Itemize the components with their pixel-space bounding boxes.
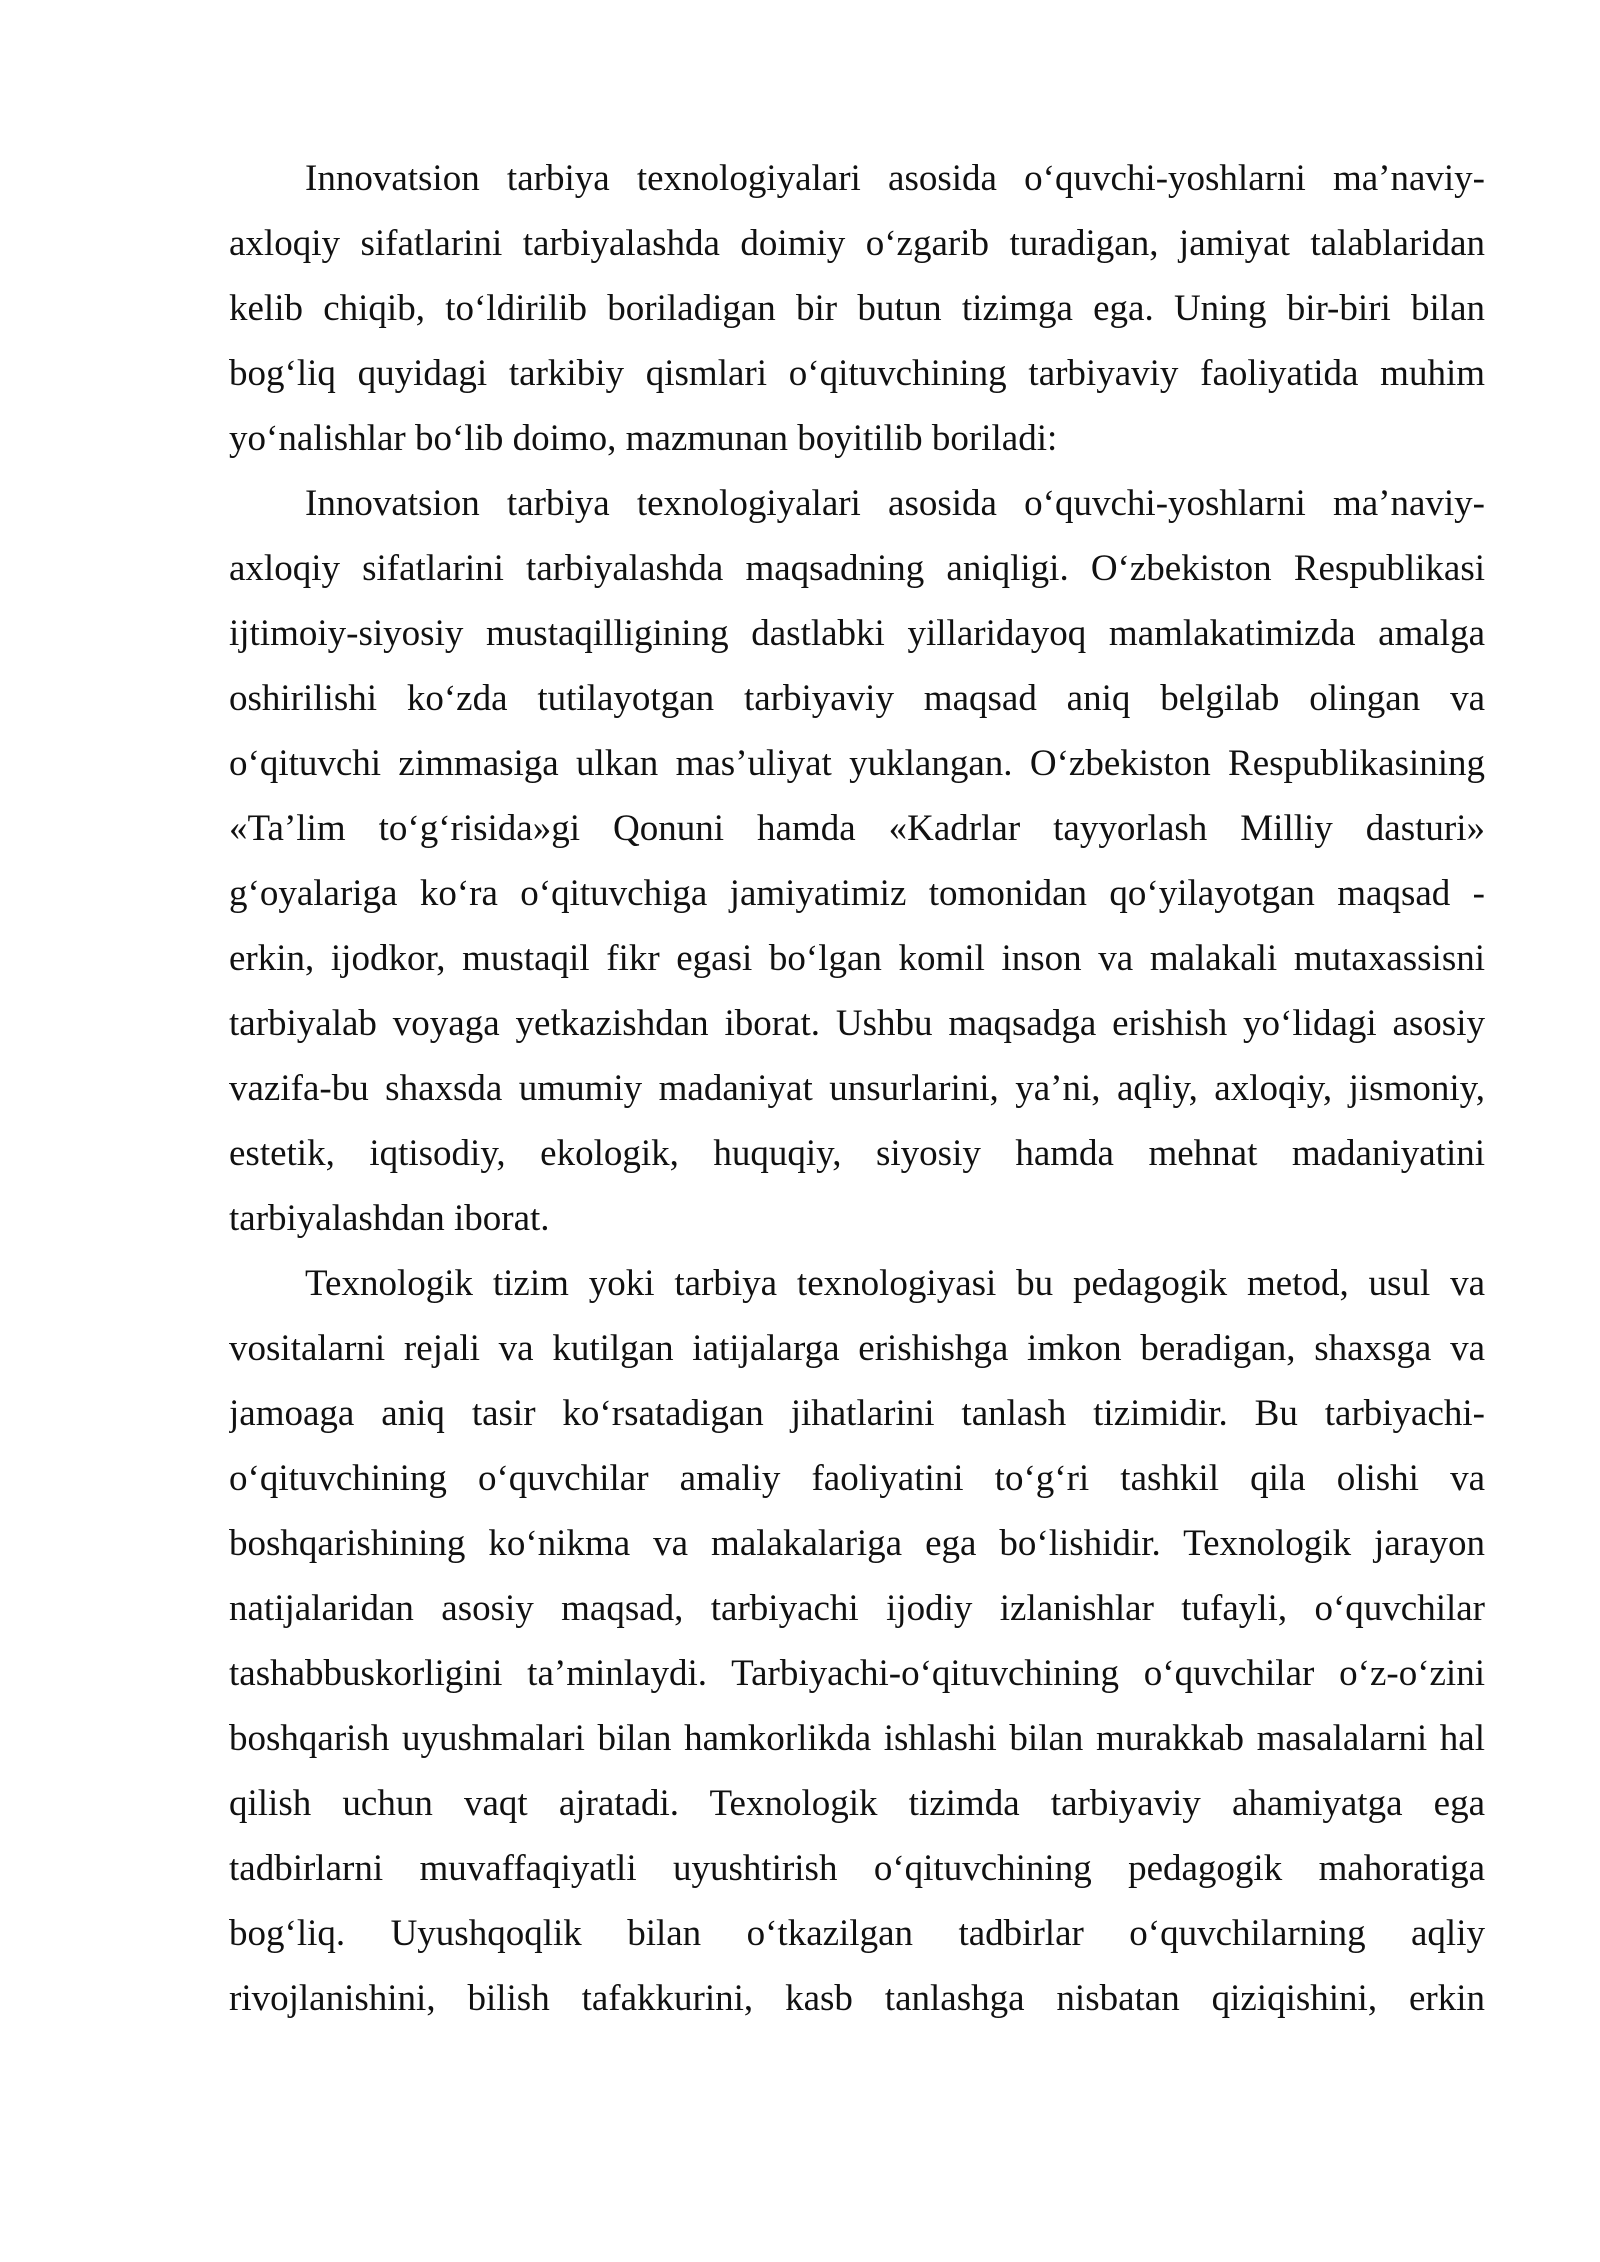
paragraph-1-line-2: axloqiy sifatlarini tarbiyalashda doimiy o‘zgarib turadigan, jamiyat talablaridan <box>229 223 1485 264</box>
paragraph-3-line-1: Texnologik tizim yoki tarbiya texnologiyasi bu pedagogik metod, usul va <box>305 1263 1485 1304</box>
document-body <box>229 146 1485 2031</box>
paragraph-3-line-9: qilish uchun vaqt ajratadi. Texnologik tizimda tarbiyaviy ahamiyatga ega <box>229 1783 1485 1824</box>
paragraph-2-line-1: Innovatsion tarbiya texnologiyalari asosida o‘quvchi-yoshlarni ma’naviy- <box>305 483 1485 524</box>
paragraph-3-line-5: boshqarishining ko‘nikma va malakalariga ega bo‘lishidir. Texnologik jarayon <box>229 1523 1485 1564</box>
paragraph-2-line-3: ijtimoiy-siyosiy mustaqilligining dastlabki yillaridayoq mamlakatimizda amalga <box>229 613 1485 654</box>
paragraph-3-line-3: jamoaga aniq tasir ko‘rsatadigan jihatlarini tanlash tizimidir. Bu tarbiyachi- <box>229 1393 1485 1434</box>
paragraph-2-line-7: g‘oyalariga ko‘ra o‘qituvchiga jamiyatimiz tomonidan qo‘yilayotgan maqsad - <box>229 873 1485 914</box>
paragraph-2-line-9: tarbiyalab voyaga yetkazishdan iborat. Ushbu maqsadga erishish yo‘lidagi asosiy <box>229 1003 1485 1044</box>
paragraph-1-line-5: yo‘nalishlar bo‘lib doimo, mazmunan boyitilib boriladi: <box>229 418 1058 459</box>
paragraph-2-line-11: estetik, iqtisodiy, ekologik, huquqiy, siyosiy hamda mehnat madaniyatini <box>229 1133 1485 1174</box>
paragraph-1-line-4: bog‘liq quyidagi tarkibiy qismlari o‘qituvchining tarbiyaviy faoliyatida muhim <box>229 353 1485 394</box>
paragraph-2-line-4: oshirilishi ko‘zda tutilayotgan tarbiyaviy maqsad aniq belgilab olingan va <box>229 678 1485 719</box>
paragraph-3-line-8: boshqarish uyushmalari bilan hamkorlikda ishlashi bilan murakkab masalalarni hal <box>229 1718 1485 1759</box>
paragraph-3-line-6: natijalaridan asosiy maqsad, tarbiyachi ijodiy izlanishlar tufayli, o‘quvchilar <box>229 1588 1485 1629</box>
paragraph-3-line-2: vositalarni rejali va kutilgan iatijalarga erishishga imkon beradigan, shaxsga va <box>229 1328 1485 1369</box>
paragraph-3-line-4: o‘qituvchining o‘quvchilar amaliy faoliyatini to‘g‘ri tashkil qila olishi va <box>229 1458 1485 1499</box>
paragraph-2-line-6: «Ta’lim to‘g‘risida»gi Qonuni hamda «Kadrlar tayyorlash Milliy dasturi» <box>229 808 1485 849</box>
paragraph-3-line-7: tashabbuskorligini ta’minlaydi. Tarbiyachi-o‘qituvchining o‘quvchilar o‘z-o‘zini <box>229 1653 1485 1694</box>
paragraph-2-line-8: erkin, ijodkor, mustaqil fikr egasi bo‘lgan komil inson va malakali mutaxassisni <box>229 938 1485 979</box>
paragraph-3-line-12: rivojlanishini, bilish tafakkurini, kasb tanlashga nisbatan qiziqishini, erkin <box>229 1978 1485 2019</box>
paragraph-1-line-3: kelib chiqib, to‘ldirilib boriladigan bir butun tizimga ega. Uning bir-biri bilan <box>229 288 1485 329</box>
paragraph-1-line-1: Innovatsion tarbiya texnologiyalari asosida o‘quvchi-yoshlarni ma’naviy- <box>305 158 1485 199</box>
paragraph-3-line-10: tadbirlarni muvaffaqiyatli uyushtirish o‘qituvchining pedagogik mahoratiga <box>229 1848 1485 1889</box>
paragraph-2-line-5: o‘qituvchi zimmasiga ulkan mas’uliyat yuklangan. O‘zbekiston Respublikasining <box>229 743 1485 784</box>
paragraph-3-line-11: bog‘liq. Uyushqoqlik bilan o‘tkazilgan tadbirlar o‘quvchilarning aqliy <box>229 1913 1485 1954</box>
paragraph-2-line-2: axloqiy sifatlarini tarbiyalashda maqsadning aniqligi. O‘zbekiston Respublikasi <box>229 548 1485 589</box>
paragraph-2-line-12: tarbiyalashdan iborat. <box>229 1198 550 1239</box>
paragraph-2-line-10: vazifa-bu shaxsda umumiy madaniyat unsurlarini, ya’ni, aqliy, axloqiy, jismoniy, <box>229 1068 1485 1109</box>
